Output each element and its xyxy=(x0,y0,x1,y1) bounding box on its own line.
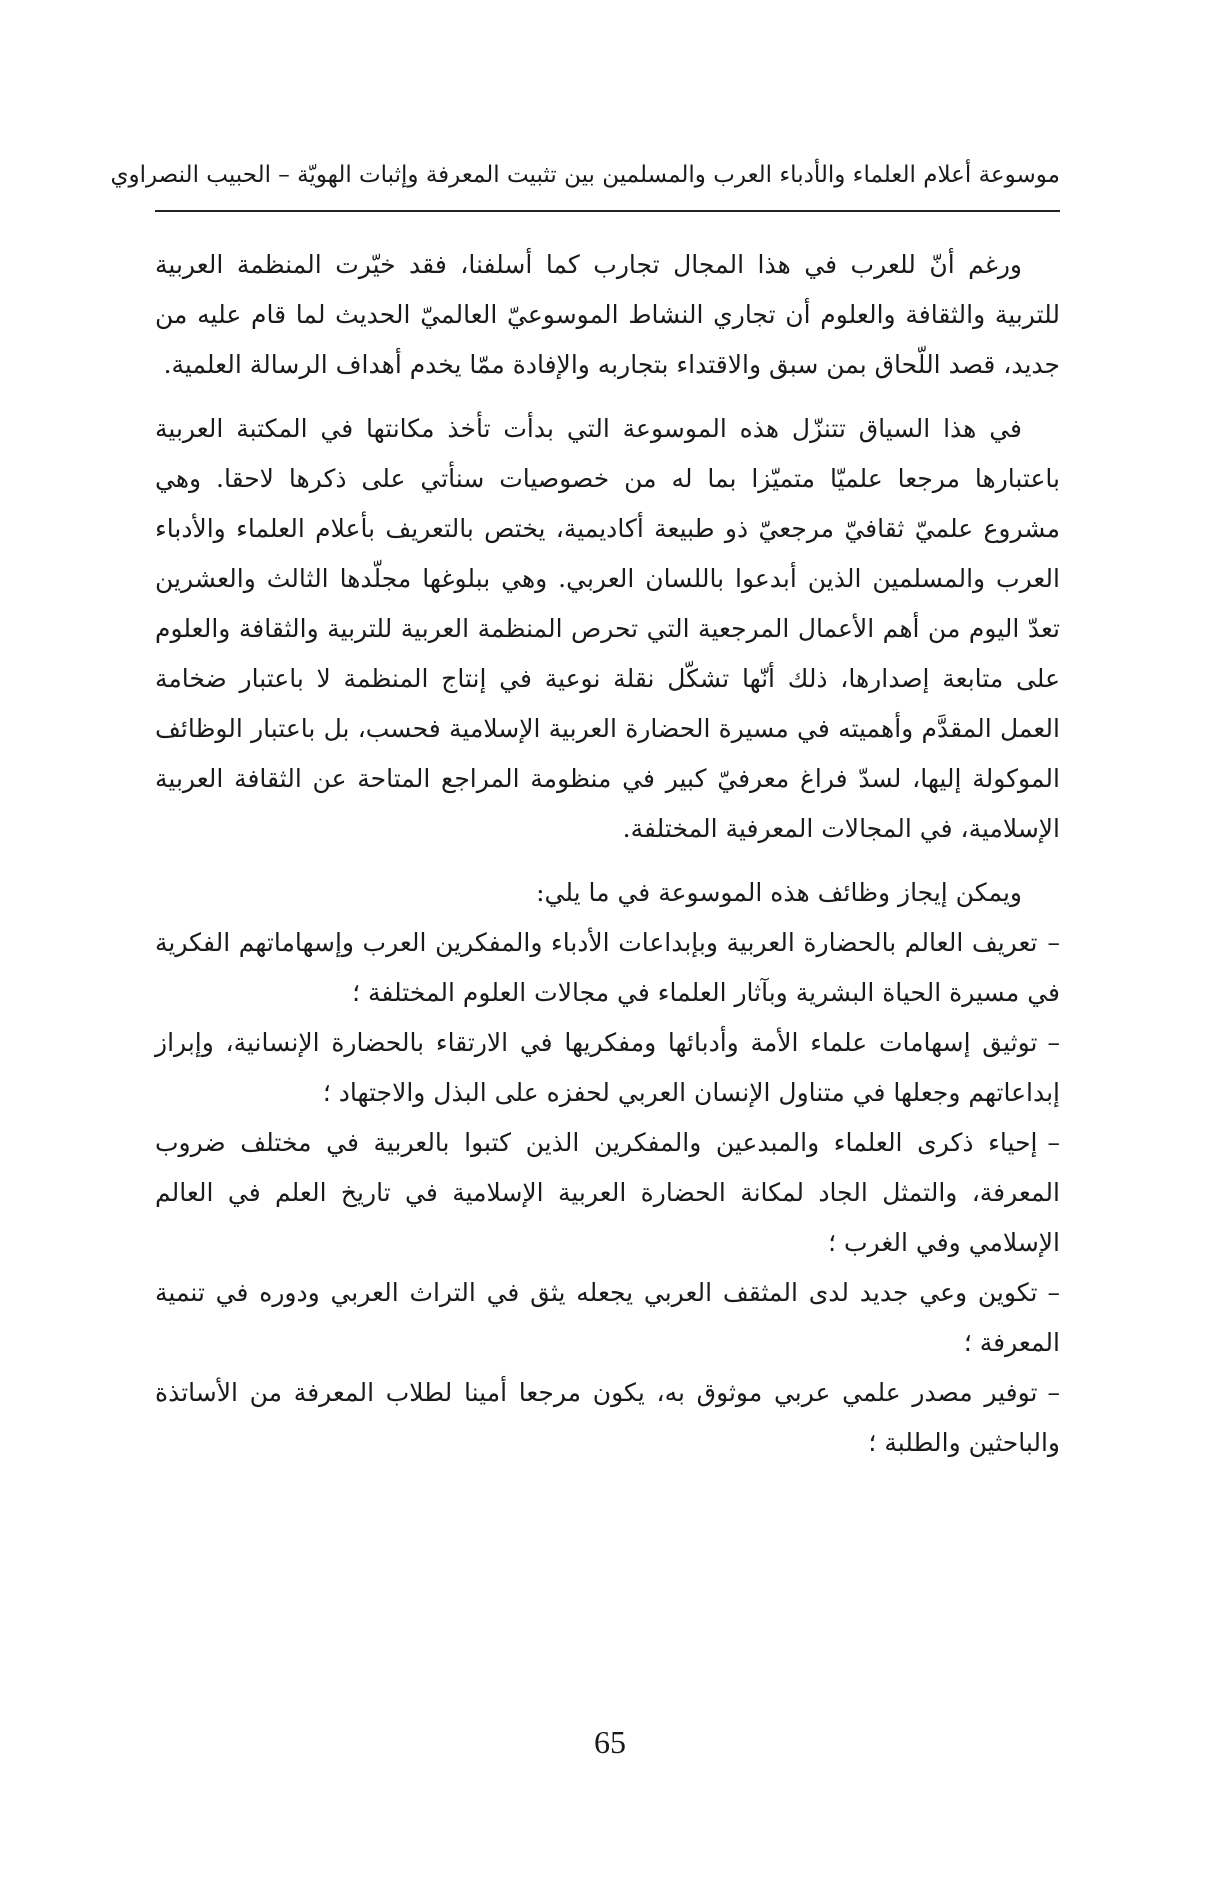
list-item xyxy=(155,1368,1060,1468)
list-item-text: تكوين وعي جديد لدى المثقف العربي يجعله يثق في التراث العربي ودوره في تنمية المعرفة ؛ xyxy=(155,1278,1060,1357)
list-dash: – xyxy=(1047,928,1060,957)
list-item-text: توفير مصدر علمي عربي موثوق به، يكون مرجعا أمينا لطلاب المعرفة من الأساتذة والباحثين والطلبة ؛ xyxy=(155,1378,1060,1457)
functions-list xyxy=(155,918,1060,1468)
running-header: موسوعة أعلام العلماء والأدباء العرب والمسلمين بين تثبيت المعرفة وإثبات الهويّة – الحبيب النصراوي xyxy=(110,162,1060,188)
list-dash: – xyxy=(1047,1278,1060,1307)
list-item xyxy=(155,918,1060,1018)
header-divider xyxy=(155,210,1060,212)
paragraph: ورغم أنّ للعرب في هذا المجال تجارب كما أسلفنا، فقد خيّرت المنظمة العربية للتربية والثقافة والعلوم أن تجاري النشاط الموسوعيّ العالميّ الحديث لما قام عليه من جديد، قصد اللّحاق بمن سبق والاقتداء بتجاربه والإفادة ممّا يخدم أهداف الرسالة العلمية. xyxy=(155,250,1060,379)
list-dash: – xyxy=(1047,1128,1060,1157)
list-item xyxy=(155,1018,1060,1118)
list-item-text: إحياء ذكرى العلماء والمبدعين والمفكرين الذين كتبوا بالعربية في مختلف ضروب المعرفة، والتمثل الجاد لمكانة الحضارة العربية الإسلامية في تاريخ العلم في العالم الإسلامي وفي الغرب ؛ xyxy=(155,1128,1060,1257)
list-intro: ويمكن إيجاز وظائف هذه الموسوعة في ما يلي: xyxy=(536,878,1022,907)
body-text xyxy=(155,240,1060,1468)
list-dash: – xyxy=(1047,1028,1060,1057)
list-item-text: تعريف العالم بالحضارة العربية وبإبداعات الأدباء والمفكرين العرب وإسهاماتهم الفكرية في مسيرة الحياة البشرية وبآثار العلماء في مجالات العلوم المختلفة ؛ xyxy=(155,928,1060,1007)
list-item-text: توثيق إسهامات علماء الأمة وأدبائها ومفكريها في الارتقاء بالحضارة الإنسانية، وإبراز إبداعاتهم وجعلها في متناول الإنسان العربي لحفزه على البذل والاجتهاد ؛ xyxy=(155,1028,1060,1107)
list-item xyxy=(155,1268,1060,1368)
paragraph: في هذا السياق تتنزّل هذه الموسوعة التي بدأت تأخذ مكانتها في المكتبة العربية باعتبارها مرجعا علميّا متميّزا بما له من خصوصيات سنأتي على ذكرها لاحقا. وهي مشروع علميّ ثقافيّ مرجعيّ ذو طبيعة أكاديمية، يختص بالتعريف بأعلام العلماء والأدباء العرب والمسلمين الذين أبدعوا باللسان العربي. وهي ببلوغها مجلّدها الثالث والعشرين تعدّ اليوم من أهم الأعمال المرجعية التي تحرص المنظمة العربية للتربية والثقافة والعلوم على متابعة إصدارها، ذلك أنّها تشكّل نقلة نوعية في إنتاج المنظمة لا باعتبار ضخامة العمل المقدَّم وأهميته في مسيرة الحضارة العربية الإسلامية فحسب، بل باعتبار الوظائف الموكولة إليها، لسدّ فراغ معرفيّ كبير في منظومة المراجع المتاحة عن الثقافة العربية الإسلامية، في المجالات المعرفية المختلفة. xyxy=(155,414,1060,843)
list-item xyxy=(155,1118,1060,1268)
page-number: 65 xyxy=(594,1724,626,1760)
list-dash: – xyxy=(1047,1378,1060,1407)
